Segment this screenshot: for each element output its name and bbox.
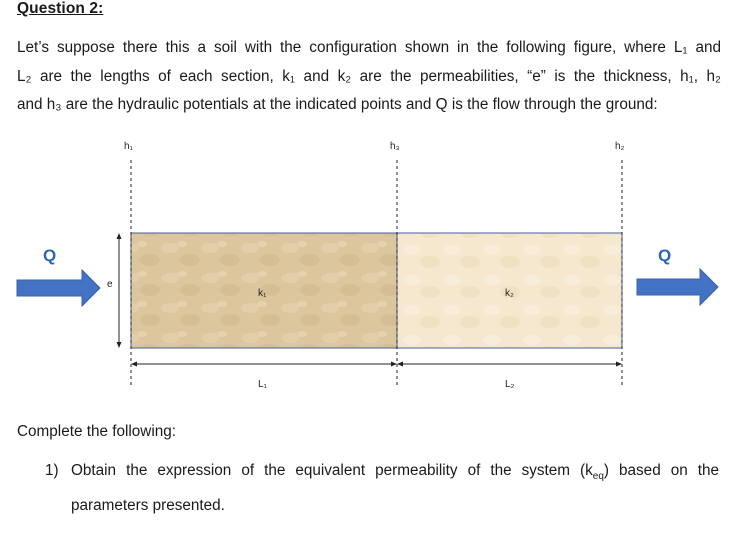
complete-instruction: Complete the following: (17, 423, 177, 440)
h3-label: h₃ (390, 141, 400, 152)
q-label-left: Q (43, 246, 57, 265)
l2-label: L₂ (505, 379, 515, 390)
intro-line-1: Let’s suppose there this a soil with the configuration shown in the following figure, where L₁ and (17, 39, 721, 56)
item-number: 1) (45, 462, 59, 479)
item-line-2: parameters presented. (71, 497, 225, 515)
k2-label: k₂ (505, 288, 514, 299)
l1-label: L₁ (258, 379, 267, 390)
intro-line-3: and h₃ are the hydraulic potentials at the indicated points and Q is the flow through the ground: (17, 96, 658, 113)
q-label-right: Q (658, 246, 672, 265)
flow-arrow-in (17, 270, 100, 306)
h1-label: h₁ (124, 141, 133, 152)
thickness-label: e (107, 279, 113, 290)
keq-subscript: eq (592, 471, 604, 483)
h2-label: h₂ (615, 141, 625, 152)
intro-line-2: L₂ are the lengths of each section, k₁ and k₂ are the permeabilities, “e” is the thickness, h₁, h₂ (17, 67, 721, 85)
flow-arrow-out (637, 269, 718, 305)
k1-label: k₁ (258, 288, 267, 299)
question-heading: Question 2: (17, 0, 104, 17)
item-line-1: Obtain the expression of the equivalent permeability of the system $(k_{eq})$ based on the (71, 462, 719, 483)
